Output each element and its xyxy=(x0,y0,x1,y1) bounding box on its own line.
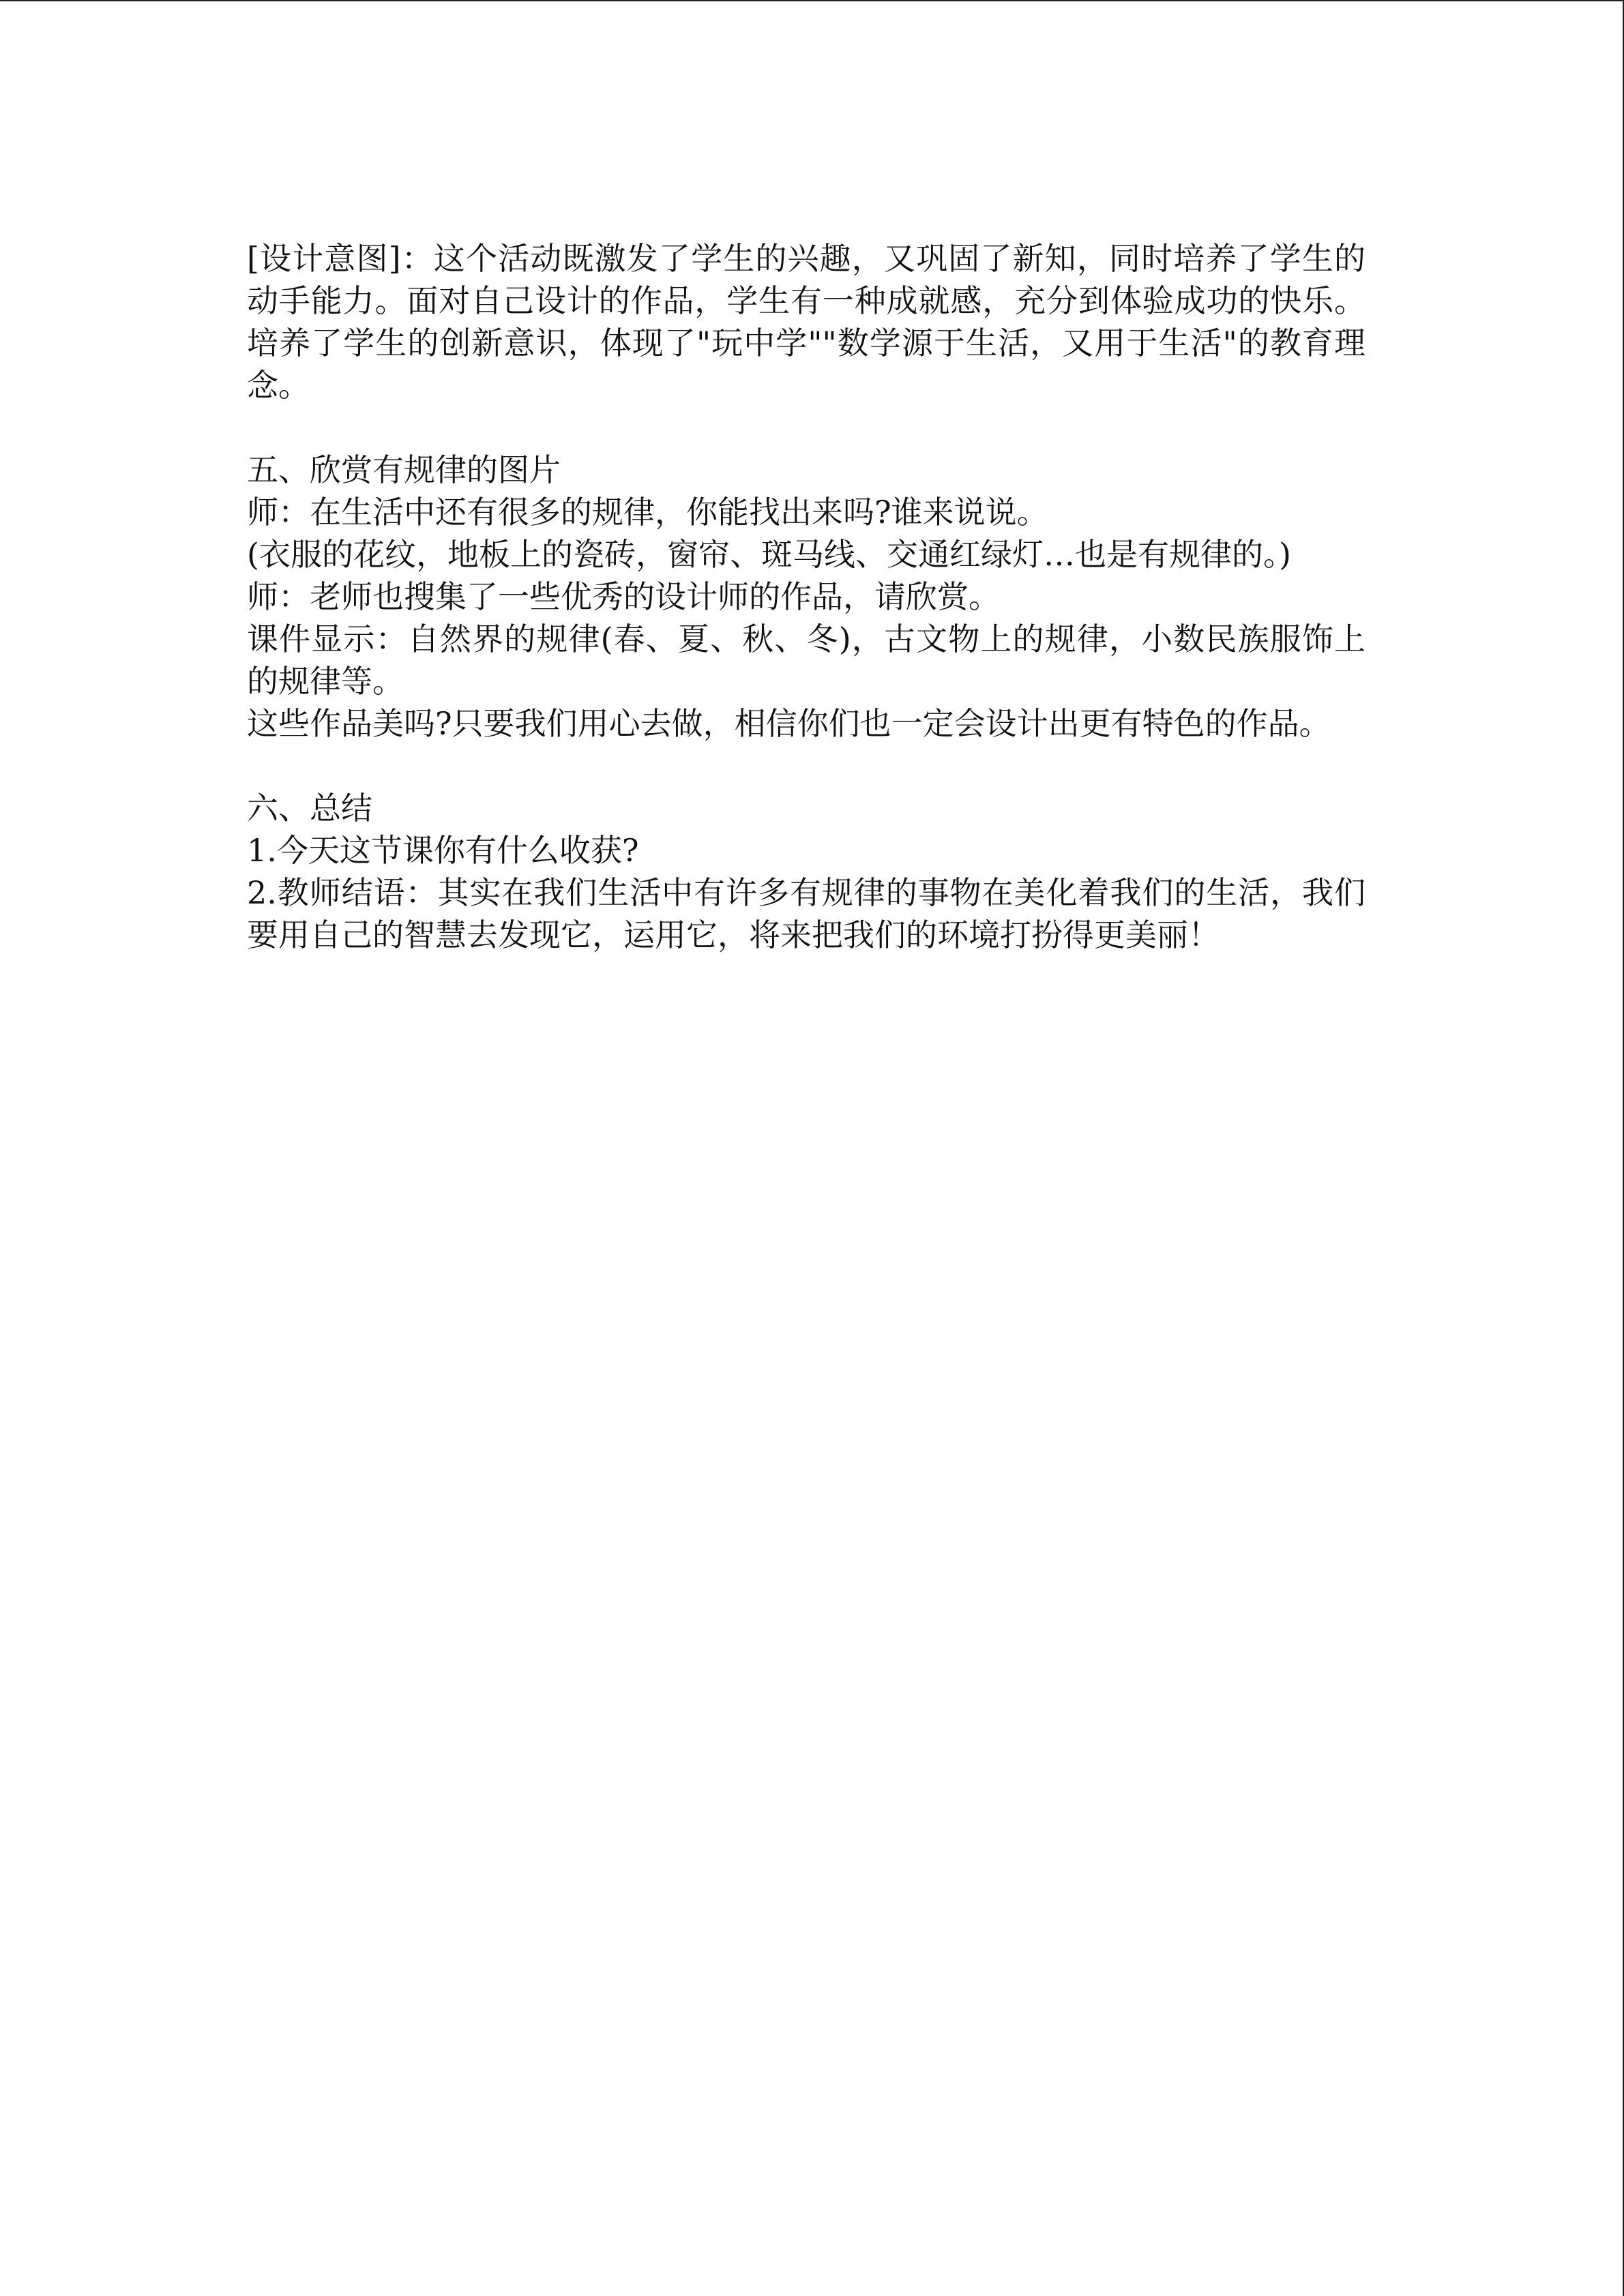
section-heading-summary: 六、总结 xyxy=(247,790,372,826)
courseware-display-paragraph: 课件显示：自然界的规律(春、夏、秋、冬)，古文物上的规律，小数民族服饰上的规律等。 xyxy=(247,621,1365,700)
section-spacer xyxy=(247,745,1365,787)
teacher-question-line: 师：在生活中还有很多的规律，你能找出来吗?谁来说说。 xyxy=(247,494,1048,531)
summary-question-line: 1.今天这节课你有什么收获? xyxy=(247,832,639,869)
teacher-collection-line: 师：老师也搜集了一些优秀的设计师的作品，请欣赏。 xyxy=(247,578,1000,615)
examples-line: (衣服的花纹，地板上的瓷砖，窗帘、斑马线、交通红绿灯…也是有规律的。) xyxy=(247,536,1291,573)
design-intent-paragraph: [设计意图]：这个活动既激发了学生的兴趣，又巩固了新知，同时培养了学生的动手能力。面对自己设计的作品，学生有一种成就感，充分到体验成功的快乐。培养了学生的创新意识，体现了"玩中学""数学源于生活，又用于生活"的教育理念。 xyxy=(247,240,1365,404)
section-heading-appreciate-patterns: 五、欣赏有规律的图片 xyxy=(247,451,561,488)
encouragement-line: 这些作品美吗?只要我们用心去做，相信你们也一定会设计出更有特色的作品。 xyxy=(247,705,1331,742)
section-spacer xyxy=(247,406,1365,449)
document-body xyxy=(247,237,1365,956)
teacher-closing-paragraph: 2.教师结语：其实在我们生活中有许多有规律的事物在美化着我们的生活，我们要用自己的智慧去发现它，运用它，将来把我们的环境打扮得更美丽！ xyxy=(247,874,1365,953)
